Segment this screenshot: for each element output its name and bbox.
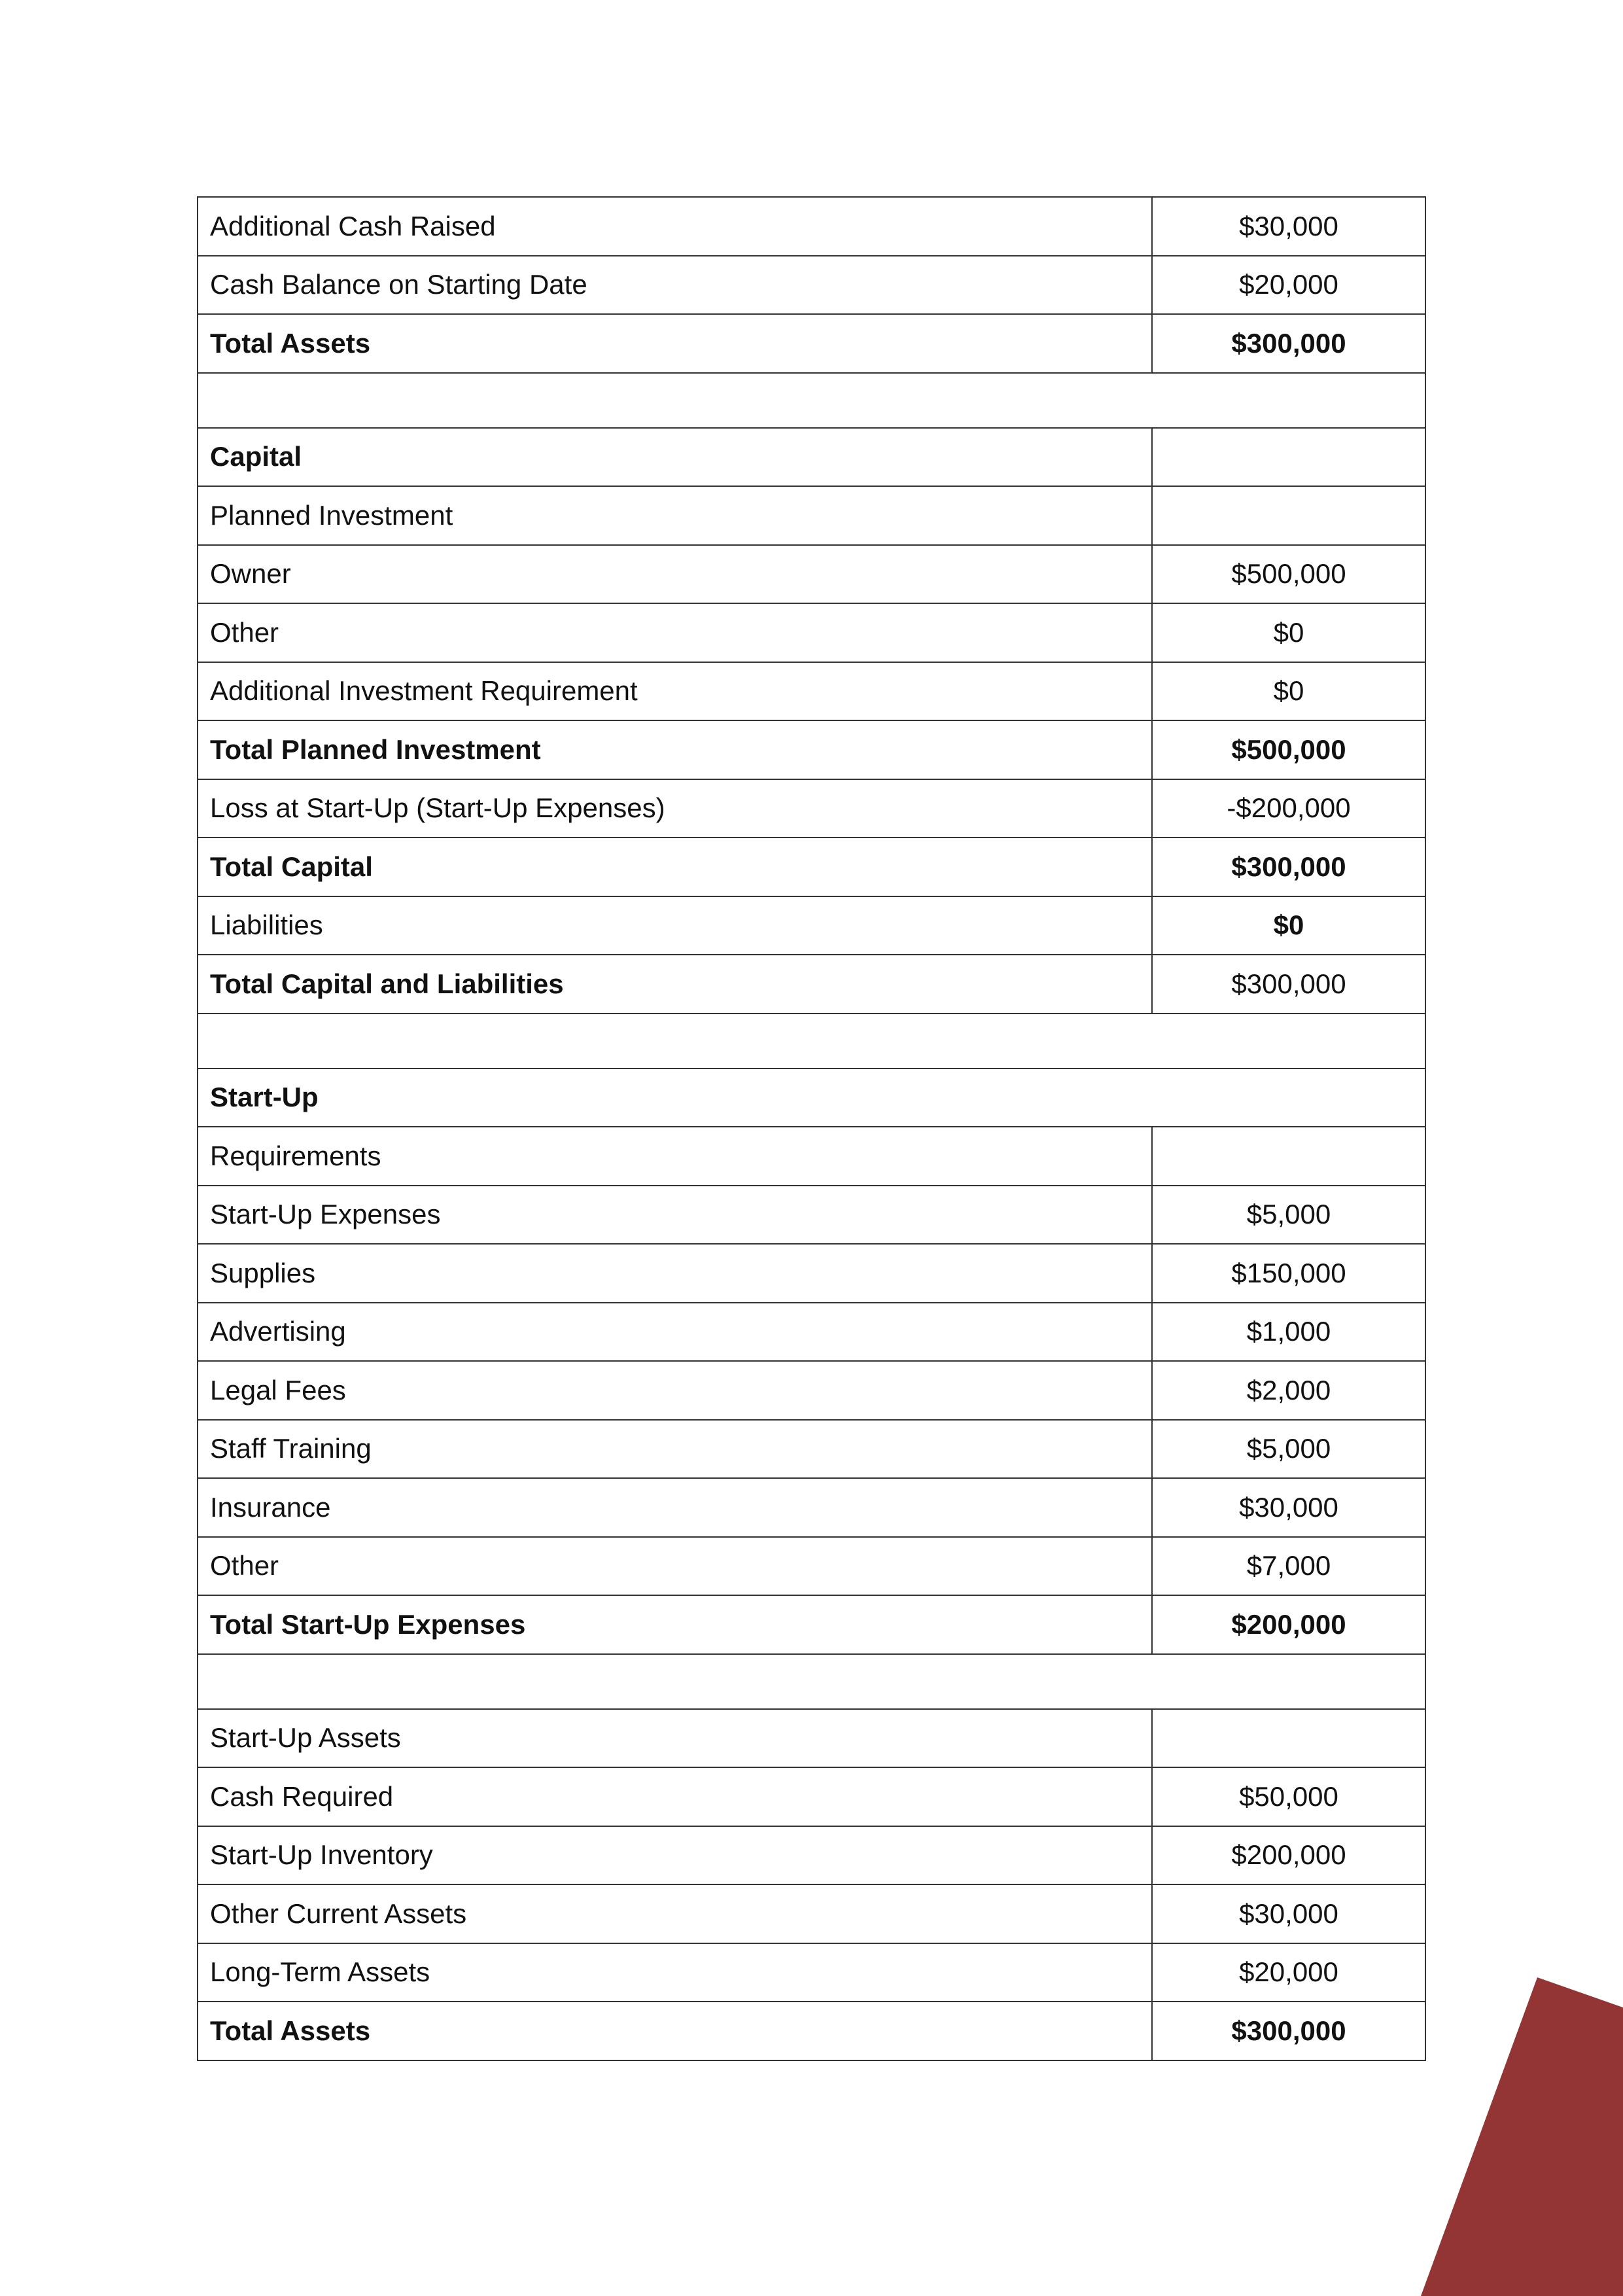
row-label: Cash Required [198,1767,1152,1826]
corner-decoration-shape [1421,1977,1623,2296]
row-label: Total Capital [198,838,1152,896]
row-label: Total Assets [198,2002,1152,2060]
row-label: Other Current Assets [198,1884,1152,1943]
row-label: Start-Up Assets [198,1709,1152,1768]
row-value: $0 [1152,896,1425,955]
row-value: $7,000 [1152,1537,1425,1596]
row-value: $300,000 [1152,2002,1425,2060]
row-label: Supplies [198,1244,1152,1303]
row-label: Total Capital and Liabilities [198,955,1152,1014]
row-value: $300,000 [1152,955,1425,1014]
row-label: Total Assets [198,314,1152,373]
row-label: Liabilities [198,896,1152,955]
row-value: $200,000 [1152,1826,1425,1885]
row-value: $150,000 [1152,1244,1425,1303]
row-value: $5,000 [1152,1420,1425,1479]
row-value: $20,000 [1152,1943,1425,2002]
row-label: Advertising [198,1303,1152,1362]
row-value: $5,000 [1152,1186,1425,1245]
row-value: -$200,000 [1152,779,1425,838]
row-label: Start-Up Expenses [198,1186,1152,1245]
row-value: $50,000 [1152,1767,1425,1826]
row-label: Other [198,1537,1152,1596]
row-value: $30,000 [1152,1478,1425,1537]
row-label: Cash Balance on Starting Date [198,256,1152,315]
row-label: Loss at Start-Up (Start-Up Expenses) [198,779,1152,838]
row-value: $2,000 [1152,1361,1425,1420]
row-label: Staff Training [198,1420,1152,1479]
row-value: $0 [1152,662,1425,721]
row-label: Owner [198,545,1152,604]
row-label: Long-Term Assets [198,1943,1152,2002]
row-label: Additional Cash Raised [198,197,1152,256]
row-value: $1,000 [1152,1303,1425,1362]
row-value: $500,000 [1152,720,1425,779]
row-value: $20,000 [1152,256,1425,315]
row-value: $200,000 [1152,1595,1425,1654]
row-value: $300,000 [1152,314,1425,373]
row-label: Capital [198,428,1152,487]
row-label: Legal Fees [198,1361,1152,1420]
row-label: Requirements [198,1127,1152,1186]
row-value: $0 [1152,603,1425,662]
section-heading: Start-Up [198,1069,1425,1127]
row-label: Planned Investment [198,486,1152,545]
row-label: Start-Up Inventory [198,1826,1152,1885]
row-value: $30,000 [1152,1884,1425,1943]
row-label: Total Planned Investment [198,720,1152,779]
row-value: $300,000 [1152,838,1425,896]
row-label: Other [198,603,1152,662]
row-label: Additional Investment Requirement [198,662,1152,721]
row-value: $500,000 [1152,545,1425,604]
row-value: $30,000 [1152,197,1425,256]
row-label: Total Start-Up Expenses [198,1595,1152,1654]
row-label: Insurance [198,1478,1152,1537]
